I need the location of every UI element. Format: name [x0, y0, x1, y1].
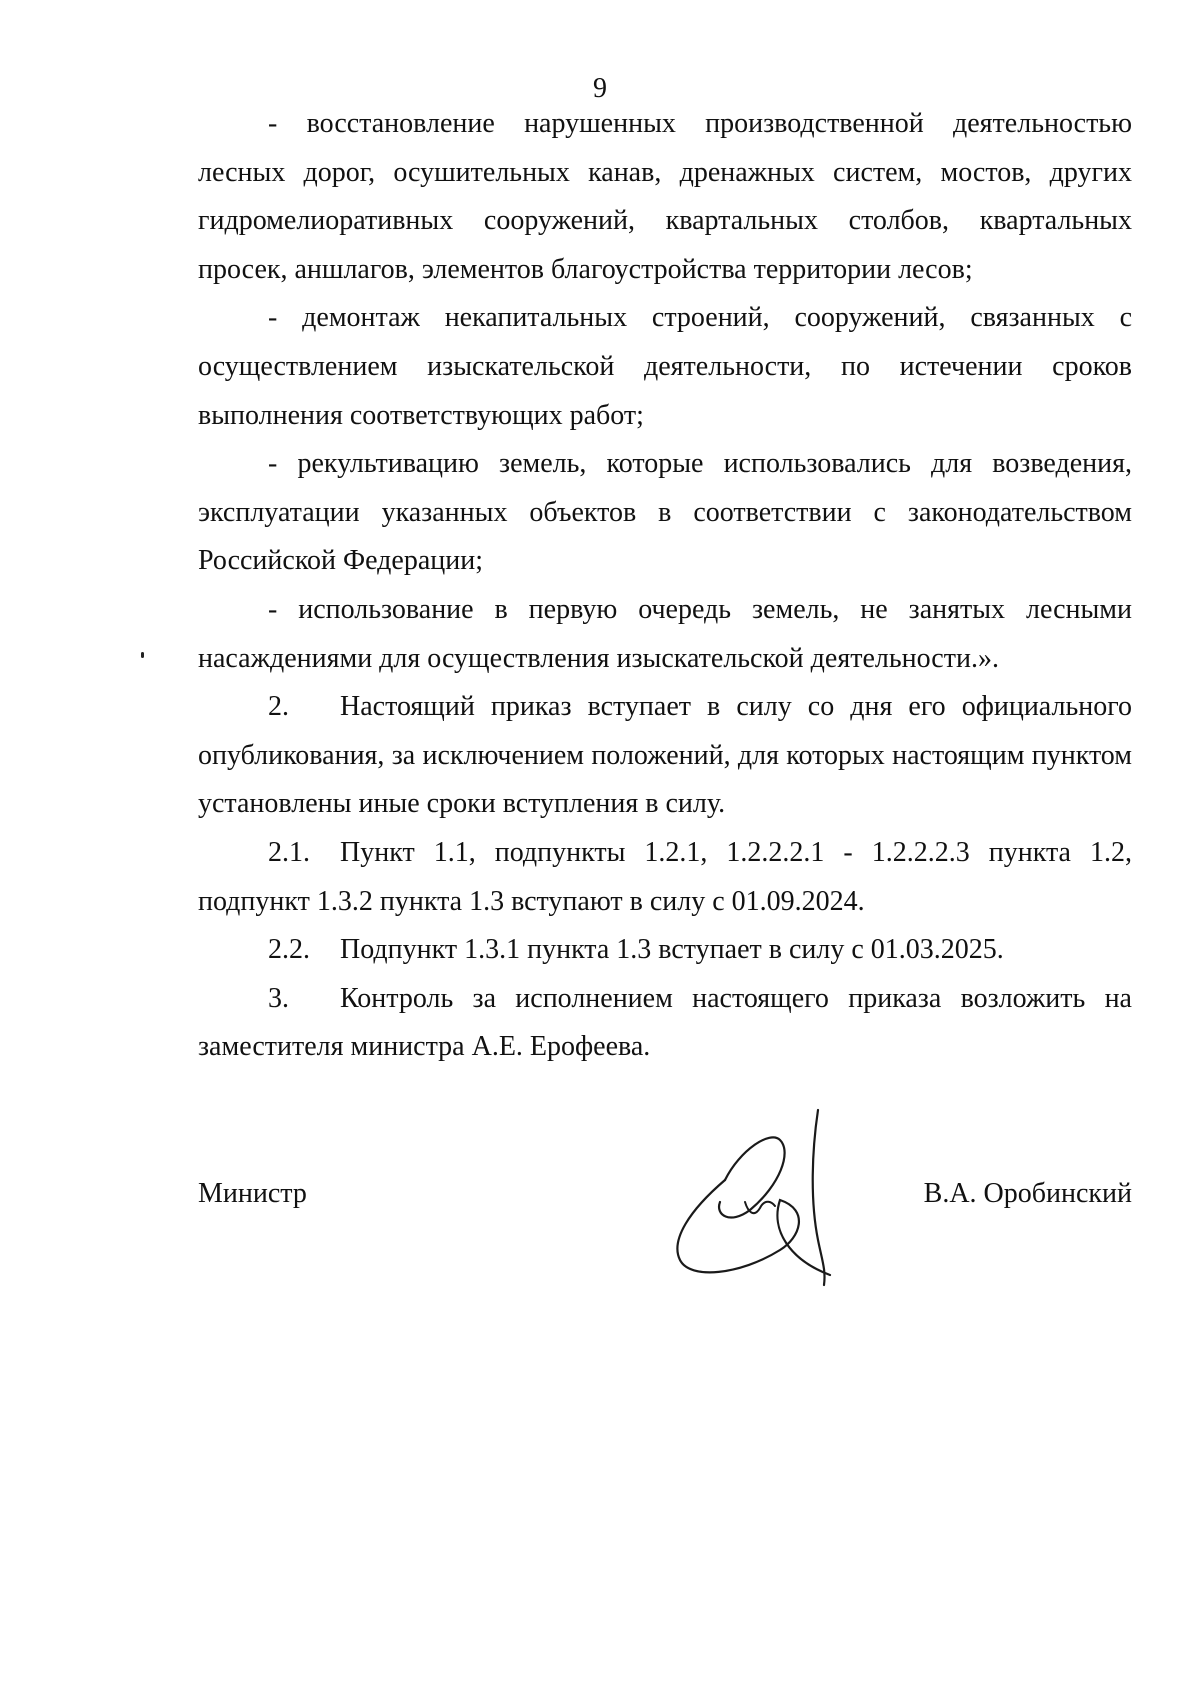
- signature-block: [198, 1170, 1132, 1230]
- item-number: 2.1.: [268, 836, 310, 868]
- item-text: Контроль за исполнением настоящего приказа возложить на заместителя министра А.Е. Ерофеева.: [198, 982, 1132, 1063]
- item-number: 2.: [268, 691, 289, 723]
- item-text: Подпункт 1.3.1 пункта 1.3 вступает в силу с 01.03.2025.: [340, 934, 1004, 966]
- page-number: 9: [593, 73, 607, 104]
- paragraph: - демонтаж некапитальных строений, сооружений, связанных с осуществлением изыскательской деятельности, по истечении сроков выполнения соответствующих работ;: [198, 302, 1132, 431]
- scan-speck: [141, 652, 144, 658]
- numbered-item: [198, 926, 1132, 975]
- numbered-item: [198, 975, 1132, 1072]
- signatory-title: Министр: [198, 1178, 307, 1209]
- item-number: 2.2.: [268, 934, 310, 966]
- document-body: [198, 100, 1132, 1072]
- item-text: Настоящий приказ вступает в силу со дня его официального опубликования, за исключением положений, для которых настоящим пунктом установлены иные сроки вступления в силу.: [198, 691, 1132, 820]
- item-number: 3.: [268, 982, 289, 1014]
- paragraph: - восстановление нарушенных производственной деятельностью лесных дорог, осушительных канав, дренажных систем, мостов, других гидромелиоративных сооружений, квартальных столбов, квартальных просек, аншлагов, элементов благоустройства территории лесов;: [198, 108, 1132, 285]
- paragraph: - использование в первую очередь земель, не занятых лесными насаждениями для осуществления изыскательской деятельности.».: [198, 593, 1132, 674]
- numbered-item: [198, 829, 1132, 926]
- signatory-name: В.А. Оробинский: [923, 1178, 1132, 1209]
- paragraph: - рекультивацию земель, которые использовались для возведения, эксплуатации указанных объектов в соответствии с законодательством Российской Федерации;: [198, 448, 1132, 577]
- numbered-item: [198, 683, 1132, 829]
- item-text: Пункт 1.1, подпункты 1.2.1, 1.2.2.2.1 - 1.2.2.2.3 пункта 1.2, подпункт 1.3.2 пункта 1.3 вступают в силу с 01.09.2024.: [198, 836, 1132, 917]
